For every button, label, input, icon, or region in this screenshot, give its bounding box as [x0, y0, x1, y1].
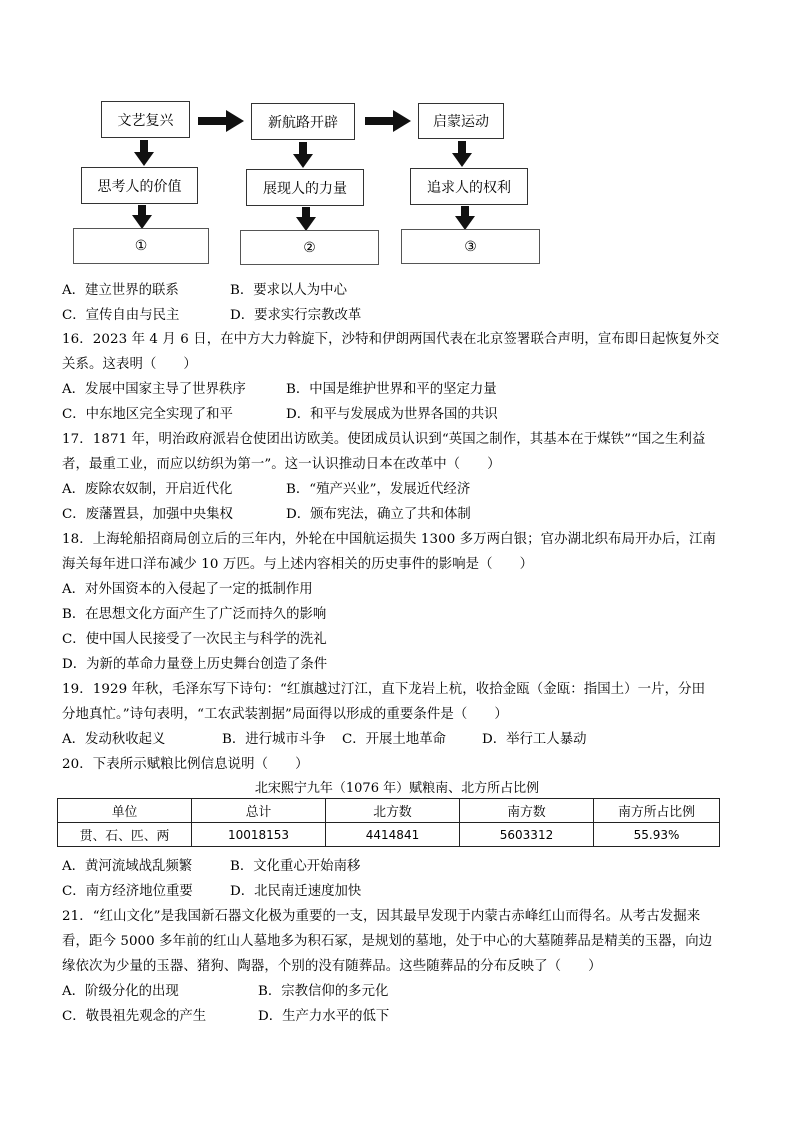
- diagram-blank-2: ②: [240, 230, 379, 265]
- q21-option-d[interactable]: D．生产力水平的低下: [258, 1009, 390, 1024]
- diagram-box-human-power: 展现人的力量: [246, 169, 364, 206]
- diagram-box-human-value: 思考人的价值: [81, 167, 198, 204]
- q16-stem-line-2: 关系。这表明（ ）: [62, 357, 197, 372]
- q21-stem-line-3: 缘依次为少量的玉器、猪狗、陶器，个别的没有随葬品。这些随葬品的分布反映了（ ）: [62, 959, 602, 974]
- q18-stem-line-2: 海关每年进口洋布减少 10 万匹。与上述内容相关的历史事件的影响是（ ）: [62, 557, 534, 572]
- tax-grain-table: [57, 798, 720, 847]
- q17-stem-line-2: 者，最重工业，而应以纺织为第一”。这一认识推动日本在改革中（ ）: [62, 457, 501, 472]
- table-cell: 55.93%: [594, 823, 720, 847]
- table-cell: 10018153: [192, 823, 326, 847]
- down-arrow-icon: [293, 142, 313, 168]
- q21-option-b[interactable]: B．宗教信仰的多元化: [258, 984, 389, 999]
- table-cell: 4414841: [326, 823, 460, 847]
- diagram-blank-3: ③: [401, 229, 540, 264]
- q20-stem-line-1: 20．下表所示赋粮比例信息说明（ ）: [62, 757, 309, 772]
- table-cell: 贯、石、匹、两: [58, 823, 192, 847]
- q16-option-c[interactable]: C．中东地区完全实现了和平: [62, 407, 233, 422]
- table-header-cell: 南方所占比例: [594, 799, 720, 823]
- q19-stem-line-2: 分地真忙。”诗句表明，“工农武装割据”局面得以形成的重要条件是（ ）: [62, 707, 508, 722]
- q15-option-a[interactable]: A．建立世界的联系: [62, 283, 179, 298]
- q16-stem-line-1: 16．2023 年 4 月 6 日，在中方大力斡旋下，沙特和伊朗两国代表在北京签署联合声明，宣布即日起恢复外交: [62, 332, 720, 347]
- q21-option-c[interactable]: C．敬畏祖先观念的产生: [62, 1009, 207, 1024]
- q18-stem-line-1: 18．上海轮船招商局创立后的三年内，外轮在中国航运损失 1300 多万两白银；官办湖北织布局开办后，江南: [62, 532, 717, 547]
- down-arrow-icon: [134, 140, 154, 166]
- q18-option-a[interactable]: A．对外国资本的入侵起了一定的抵制作用: [62, 582, 313, 597]
- diagram-box-human-rights: 追求人的权利: [410, 168, 528, 205]
- q17-option-a[interactable]: A．废除农奴制，开启近代化: [62, 482, 233, 497]
- right-arrow-icon: [365, 110, 411, 132]
- diagram-box-enlightenment: 启蒙运动: [418, 103, 504, 139]
- table-header-cell: 北方数: [326, 799, 460, 823]
- diagram-blank-1: ①: [73, 228, 209, 264]
- table-row: [58, 823, 720, 847]
- q21-stem-line-2: 看，距今 5000 多年前的红山人墓地多为积石冢，是规划的墓地，处于中心的大墓随葬品是精美的玉器，向边: [62, 934, 713, 949]
- q15-option-c[interactable]: C．宣传自由与民主: [62, 308, 180, 323]
- q18-option-d[interactable]: D．为新的革命力量登上历史舞台创造了条件: [62, 657, 328, 672]
- q20-option-d[interactable]: D．北民南迁速度加快: [230, 884, 362, 899]
- table-header-cell: 单位: [58, 799, 192, 823]
- q16-option-b[interactable]: B．中国是维护世界和平的坚定力量: [286, 382, 497, 397]
- q15-option-d[interactable]: D．要求实行宗教改革: [230, 308, 362, 323]
- q16-option-a[interactable]: A．发展中国家主导了世界秩序: [62, 382, 246, 397]
- table-header-cell: 南方数: [460, 799, 594, 823]
- q18-option-c[interactable]: C．使中国人民接受了一次民主与科学的洗礼: [62, 632, 327, 647]
- q19-option-a[interactable]: A．发动秋收起义: [62, 732, 166, 747]
- q19-option-d[interactable]: D．举行工人暴动: [482, 732, 587, 747]
- q17-option-b[interactable]: B．“殖产兴业”，发展近代经济: [286, 482, 471, 497]
- table-header-row: [58, 799, 720, 823]
- q16-option-d[interactable]: D．和平与发展成为世界各国的共识: [286, 407, 498, 422]
- diagram-box-new-sea-routes: 新航路开辟: [251, 103, 355, 140]
- q21-stem-line-1: 21．“红山文化”是我国新石器文化极为重要的一支，因其最早发现于内蒙古赤峰红山而得名。从考古发掘来: [62, 909, 701, 924]
- down-arrow-icon: [132, 205, 152, 229]
- q19-option-b[interactable]: B．进行城市斗争: [222, 732, 326, 747]
- right-arrow-icon: [198, 110, 244, 132]
- q19-option-c[interactable]: C．开展土地革命: [342, 732, 446, 747]
- q20-option-c[interactable]: C．南方经济地位重要: [62, 884, 193, 899]
- table-header-cell: 总计: [192, 799, 326, 823]
- q17-option-c[interactable]: C．废藩置县，加强中央集权: [62, 507, 233, 522]
- table-caption: 北宋熙宁九年（1076 年）赋粮南、北方所占比例: [254, 781, 540, 796]
- q18-option-b[interactable]: B．在思想文化方面产生了广泛而持久的影响: [62, 607, 327, 622]
- q15-option-b[interactable]: B．要求以人为中心: [230, 283, 347, 298]
- table-cell: 5603312: [460, 823, 594, 847]
- down-arrow-icon: [455, 206, 475, 230]
- q20-option-b[interactable]: B．文化重心开始南移: [230, 859, 361, 874]
- q17-stem-line-1: 17．1871 年，明治政府派岩仓使团出访欧美。使团成员认识到“英国之制作，其基本在于煤铁”“国之生利益: [62, 432, 706, 447]
- down-arrow-icon: [296, 207, 316, 231]
- diagram-box-renaissance: 文艺复兴: [101, 101, 190, 138]
- down-arrow-icon: [452, 141, 472, 167]
- q20-option-a[interactable]: A．黄河流域战乱频繁: [62, 859, 193, 874]
- q17-option-d[interactable]: D．颁布宪法，确立了共和体制: [286, 507, 471, 522]
- q19-stem-line-1: 19．1929 年秋，毛泽东写下诗句：“红旗越过汀江，直下龙岩上杭，收拾金瓯（金瓯：指国土）一片，分田: [62, 682, 706, 697]
- q21-option-a[interactable]: A．阶级分化的出现: [62, 984, 179, 999]
